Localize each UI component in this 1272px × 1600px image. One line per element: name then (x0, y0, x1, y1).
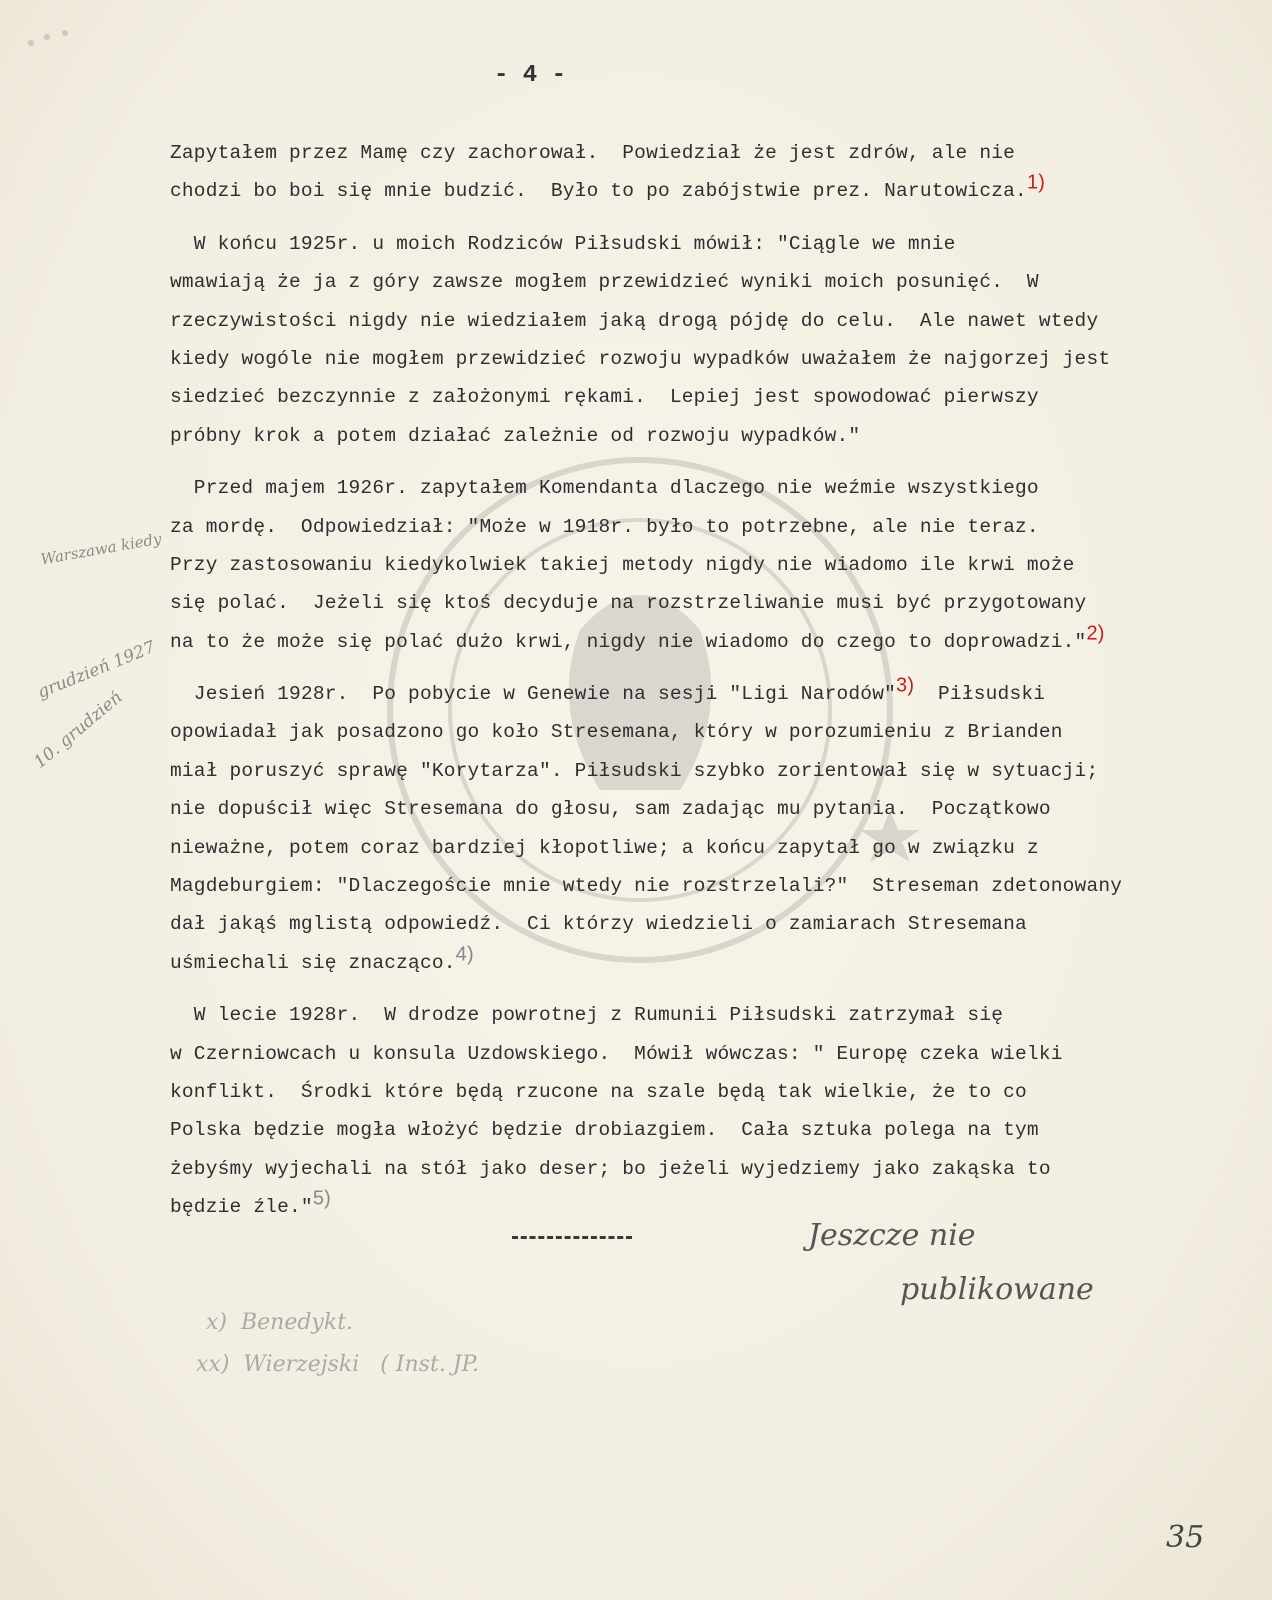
text-line: Przy zastosowaniu kiedykolwiek takiej metody nigdy nie wiadomo ile krwi może (170, 553, 1075, 576)
paragraph-gap (170, 661, 1210, 675)
text-line (170, 944, 1210, 982)
text-line: W lecie 1928r. W drodze powrotnej z Rumunii Piłsudski zatrzymał się (170, 1004, 1004, 1027)
text-line-content: na to że może się polać dużo krwi, nigdy nie wiadomo do czego to doprowadzi." (170, 630, 1087, 653)
text-line-content: chodzi bo boi się mnie budzić. Było to po zabójstwie prez. Narutowicza. (170, 180, 1027, 203)
text-line: dał jakąś mglistą odpowiedź. Ci którzy wiedzieli o zamiarach Stresemana (170, 913, 1027, 936)
text-line-content: będzie źle." (170, 1196, 313, 1219)
margin-note: Warszawa kiedy (39, 529, 163, 569)
archive-page-number: 35 (1166, 1520, 1205, 1555)
paper-spot (44, 34, 50, 40)
paragraph-gap (170, 982, 1210, 996)
text-line: wmawiają że ja z góry zawsze mogłem przewidzieć wyniki moich posunięć. W (170, 271, 1039, 294)
text-line (170, 675, 1210, 713)
paragraph-gap (170, 455, 1210, 469)
text-line: siedzieć bezczynnie z założonymi rękami. Lepiej jest spowodować pierwszy (170, 386, 1039, 409)
text-line: opowiadał jak posadzono go koło Stresemana, który w porozumieniu z Brianden (170, 721, 1063, 744)
text-line: Przed majem 1926r. zapytałem Komendanta dlaczego nie weźmie wszystkiego (170, 477, 1039, 500)
text-line: miał poruszyć sprawę "Korytarza". Piłsudski szybko zorientował się w sytuacji; (170, 759, 1099, 782)
text-line-content: uśmiechali się znacząco. (170, 951, 456, 974)
text-line: się polać. Jeżeli się ktoś decyduje na rozstrzeliwanie musi być przygotowany (170, 592, 1087, 615)
text-line: Polska będzie mogła włożyć będzie drobiazgiem. Cała sztuka polega na tym (170, 1119, 1039, 1142)
handwritten-footnote: x) Benedykt. (206, 1310, 354, 1335)
text-line-content: Jesień 1928r. Po pobycie w Genewie na sesji "Ligi Narodów" (170, 683, 897, 706)
footnote-mark: 5) (312, 1187, 332, 1210)
paper-spot (28, 40, 34, 46)
text-line-content: Piłsudski (938, 683, 1046, 706)
text-line (170, 172, 1210, 210)
margin-note: 10. grudzień (30, 687, 127, 773)
footnote-mark: 2) (1086, 622, 1105, 645)
text-line (170, 1188, 1210, 1226)
text-line: Magdeburgiem: "Dlaczegoście mnie wtedy nie rozstrzelali?" Streseman zdetonowany (170, 875, 1123, 898)
paper-spot (62, 30, 68, 36)
footnote-mark: 3) (896, 674, 915, 697)
text-line-content (914, 683, 938, 705)
text-line: konflikt. Środki które będą rzucone na szale będą tak wielkie, że to co (170, 1080, 1027, 1103)
text-line: za mordę. Odpowiedział: "Może w 1918r. było to potrzebne, ale nie teraz. (170, 515, 1039, 538)
footnote-mark: 1) (1026, 171, 1046, 194)
text-line (170, 623, 1210, 661)
text-line: próbny krok a potem działać zależnie od rozwoju wypadków." (170, 424, 861, 447)
text-line: nieważne, potem coraz bardziej kłopotliwe; a końcu zapytał go w związku z (170, 836, 1039, 859)
handwritten-footnote: xx) Wierzejski ( Inst. JP. (196, 1352, 479, 1377)
handwritten-note: publikowane (900, 1272, 1094, 1307)
typed-body (170, 134, 1210, 1227)
text-line: rzeczywistości nigdy nie wiedziałem jaką drogą pójdę do celu. Ale nawet wtedy (170, 309, 1099, 332)
text-line: kiedy wogóle nie mogłem przewidzieć rozwoju wypadków uważałem że najgorzej jest (170, 347, 1111, 370)
page-number: - 4 - (493, 62, 566, 89)
section-divider (512, 1236, 632, 1239)
text-line: Zapytałem przez Mamę czy zachorował. Powiedział że jest zdrów, ale nie (170, 142, 1016, 164)
margin-note: grudzień 1927 (34, 637, 159, 703)
handwritten-note: Jeszcze nie (808, 1218, 976, 1253)
footnote-mark: 4) (455, 943, 474, 966)
text-line: W końcu 1925r. u moich Rodziców Piłsudski mówił: "Ciągle we mnie (170, 232, 956, 255)
paragraph-gap (170, 211, 1210, 225)
text-line: nie dopuścił więc Stresemana do głosu, sam zadając mu pytania. Początkowo (170, 798, 1051, 821)
text-line: w Czerniowcach u konsula Uzdowskiego. Mówił wówczas: " Europę czeka wielki (170, 1042, 1063, 1065)
text-line: żebyśmy wyjechali na stół jako deser; bo jeżeli wyjedziemy jako zakąska to (170, 1157, 1051, 1180)
